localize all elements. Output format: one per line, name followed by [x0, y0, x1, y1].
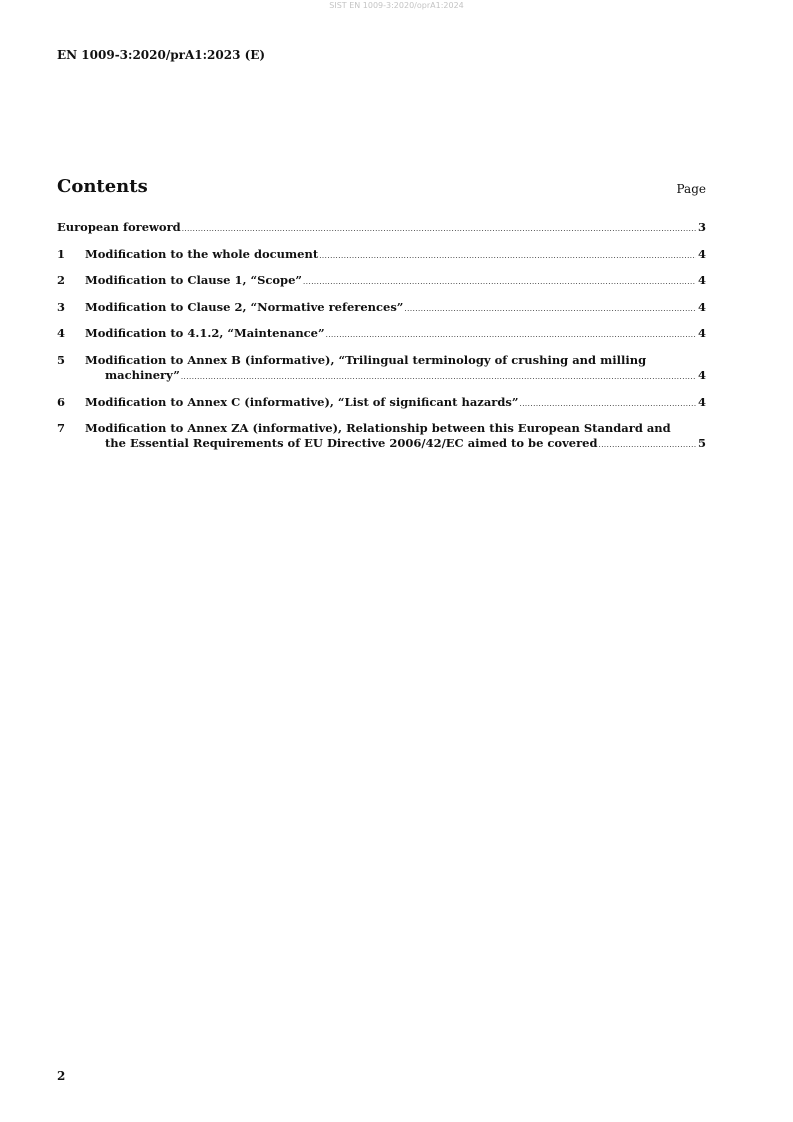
- toc-leader-dots: [326, 328, 696, 343]
- toc-entry-page: 4: [697, 299, 706, 314]
- toc-leader-dots: [519, 397, 696, 412]
- toc-entry-title: Modification to 4.1.2, “Maintenance”: [85, 326, 325, 341]
- toc-entry-page: 3: [697, 220, 706, 234]
- toc-entry-title: Modification to the whole document: [85, 246, 319, 261]
- toc-entry-5[interactable]: [57, 353, 706, 385]
- toc-entry-title: Modification to Clause 2, “Normative references”: [85, 299, 404, 314]
- toc-entry-number: 1: [57, 246, 66, 261]
- toc-entry-number: 4: [57, 326, 66, 341]
- toc-entry-page: 4: [697, 326, 706, 341]
- toc-entry-7[interactable]: [57, 421, 706, 453]
- toc-entry-page: 4: [697, 394, 706, 409]
- toc-entry-title-line: machinery”: [105, 367, 180, 382]
- toc-entry-3[interactable]: [57, 300, 706, 317]
- toc-leader-dots: [319, 249, 696, 264]
- watermark: SIST EN 1009-3:2020/oprA1:2024: [329, 1, 464, 10]
- toc-leader-dots: [303, 275, 696, 290]
- toc-entry-4[interactable]: [57, 326, 706, 343]
- toc-entry-title: European foreword: [57, 220, 181, 234]
- toc-entry-title: Modification to Annex C (informative), “List of significant hazards”: [85, 394, 519, 409]
- toc-entry-page: 4: [697, 367, 706, 382]
- toc-entry-number: 2: [57, 273, 66, 288]
- toc-leader-dots: [598, 438, 696, 453]
- table-of-contents: [57, 220, 706, 463]
- toc-entry-page: 4: [697, 273, 706, 288]
- toc-entry-title-line: Modification to Annex ZA (informative), Relationship between this European Standard and: [85, 421, 671, 436]
- toc-entry-title-line: the Essential Requirements of EU Directive 2006/42/EC aimed to be covered: [105, 436, 598, 451]
- toc-leader-dots: [404, 302, 696, 317]
- toc-entry-6[interactable]: [57, 395, 706, 412]
- toc-entry-number: 5: [57, 352, 66, 367]
- document-id: EN 1009-3:2020/prA1:2023 (E): [57, 48, 266, 62]
- toc-entry-1[interactable]: [57, 247, 706, 264]
- toc-leader-dots: [182, 222, 696, 237]
- toc-entry-number: 7: [57, 421, 66, 436]
- page-number: 2: [57, 1069, 66, 1083]
- toc-entry-page: 5: [697, 436, 706, 451]
- contents-title: Contents: [57, 176, 148, 197]
- toc-entry-number: 6: [57, 394, 66, 409]
- toc-entry-title: Modification to Clause 1, “Scope”: [85, 273, 303, 288]
- page-column-label: Page: [676, 182, 706, 196]
- toc-entry-page: 4: [697, 246, 706, 261]
- toc-entry-2[interactable]: [57, 273, 706, 290]
- toc-entry-foreword[interactable]: [57, 220, 706, 237]
- toc-leader-dots: [181, 370, 696, 385]
- toc-entry-number: 3: [57, 299, 66, 314]
- toc-entry-title-line: Modification to Annex B (informative), “Trilingual terminology of crushing and milling: [85, 352, 647, 367]
